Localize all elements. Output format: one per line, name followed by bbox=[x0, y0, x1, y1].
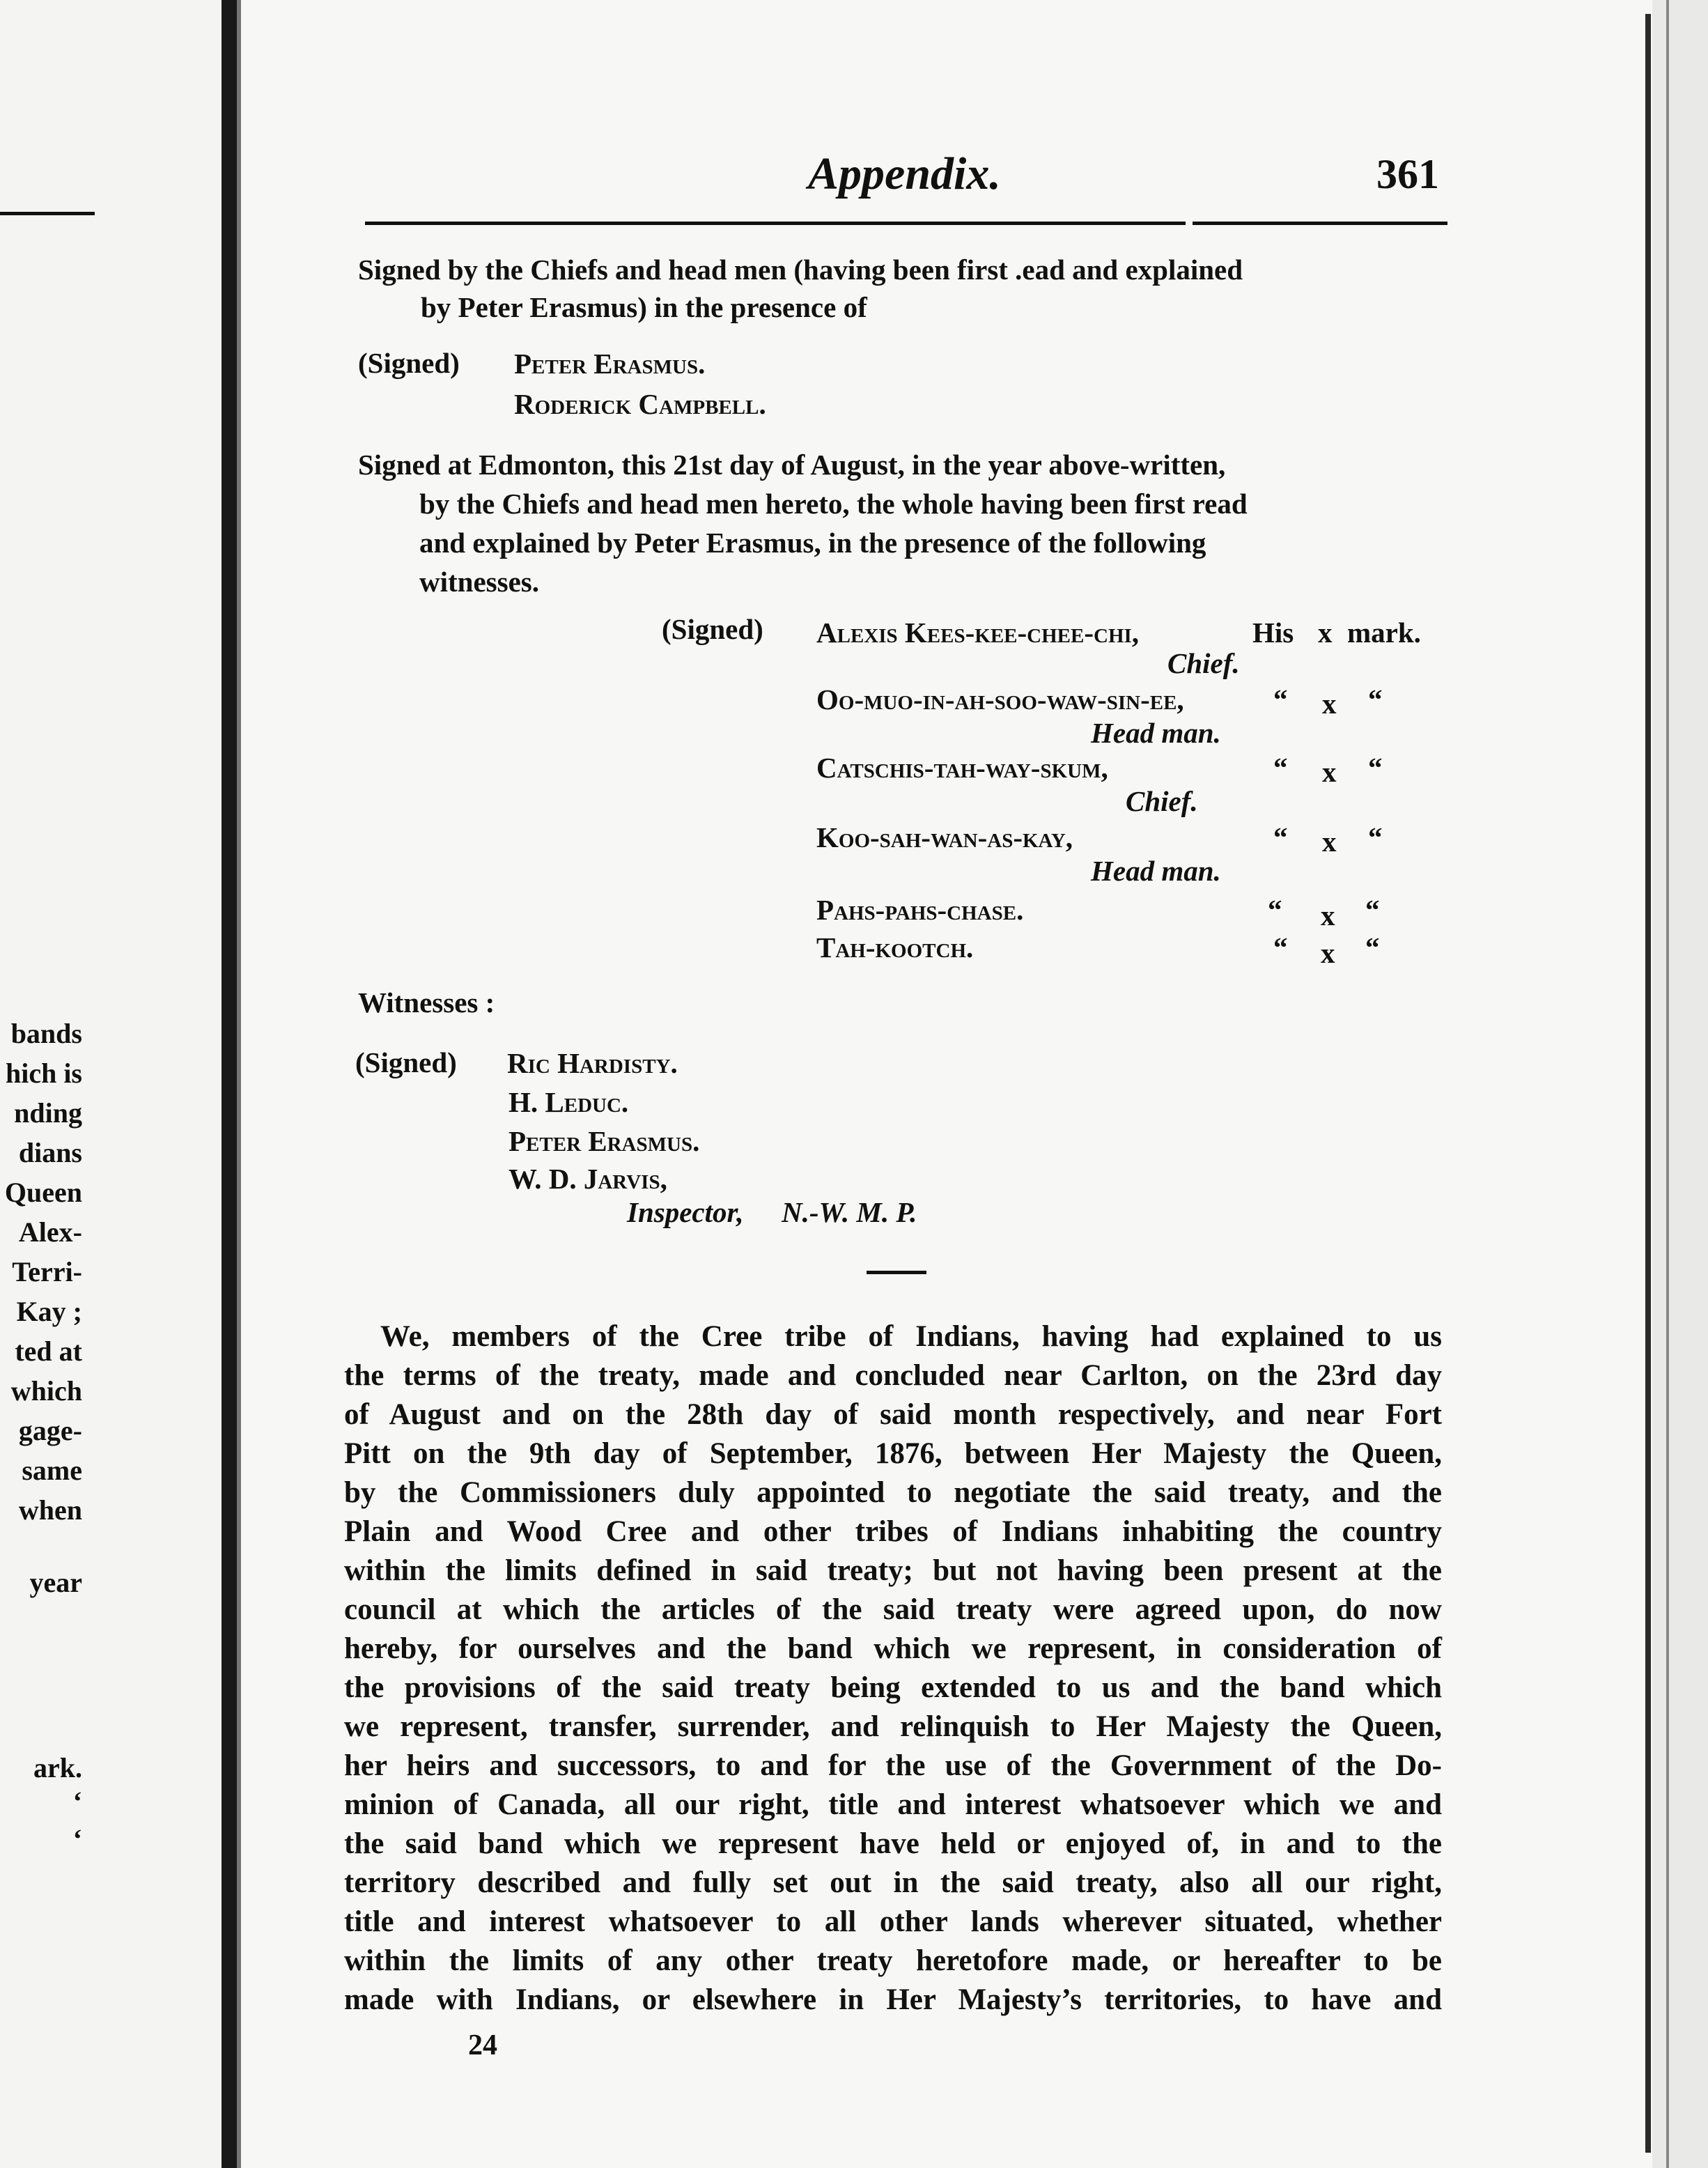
body-line: made with Indians, or elsewhere in Her Majesty’s territories, to have and bbox=[344, 1983, 1442, 2016]
book-gutter-shadow bbox=[237, 0, 241, 2168]
body-line: within the limits of any other treaty heretofore made, or hereafter to be bbox=[344, 1944, 1442, 1977]
witness-name: W. D. Jarvis, bbox=[508, 1163, 667, 1195]
left-page-edge bbox=[0, 0, 222, 2168]
block1-line: by Peter Erasmus) in the presence of bbox=[421, 291, 867, 323]
signatory-x: x bbox=[1322, 688, 1337, 720]
block2-line: by the Chiefs and head men hereto, the whole having been first read bbox=[419, 488, 1248, 520]
witness-name: Peter Erasmus. bbox=[514, 348, 706, 380]
left-fragment: nding bbox=[14, 1097, 82, 1129]
right-page-edge bbox=[1652, 0, 1708, 2168]
signatory-x: x bbox=[1321, 937, 1335, 969]
signatory-his: “ bbox=[1273, 683, 1288, 715]
running-head-title: Appendix. bbox=[808, 148, 1001, 199]
body-line: Plain and Wood Cree and other tribes of Indians inhabiting the country bbox=[344, 1515, 1442, 1548]
body-line: Pitt on the 9th day of September, 1876, between Her Majesty the Queen, bbox=[344, 1437, 1442, 1470]
signatory-mark: “ bbox=[1365, 931, 1380, 963]
signed-label: (Signed) bbox=[662, 613, 763, 645]
body-line: of August and on the 28th day of said month respectively, and near Fort bbox=[344, 1398, 1442, 1431]
signatory-role: Chief. bbox=[1167, 647, 1240, 679]
body-line: council at which the articles of the said treaty were agreed upon, do now bbox=[344, 1593, 1442, 1626]
left-fragment: dians bbox=[18, 1137, 82, 1168]
witness-name: Ric Hardisty. bbox=[507, 1047, 678, 1079]
left-fragment: bands bbox=[10, 1018, 82, 1049]
body-line: within the limits defined in said treaty; but not having been present at the bbox=[344, 1554, 1442, 1587]
header-rule bbox=[1193, 222, 1447, 225]
body-line: by the Commissioners duly appointed to negotiate the said treaty, and the bbox=[344, 1476, 1442, 1509]
signatory-x: x bbox=[1322, 826, 1337, 858]
signatory-x: x bbox=[1318, 617, 1333, 649]
signatory-role: Chief. bbox=[1126, 785, 1198, 817]
left-fragment: which bbox=[10, 1375, 82, 1407]
witnesses-heading: Witnesses : bbox=[358, 986, 495, 1019]
header-rule bbox=[365, 222, 1186, 225]
left-fragment: Terri- bbox=[12, 1256, 82, 1287]
signatory-name: Catschis-tah-way-skum, bbox=[816, 752, 1108, 784]
signatory-role: Head man. bbox=[1091, 717, 1221, 749]
signature-mark: 24 bbox=[468, 2029, 497, 2061]
signatory-mark: “ bbox=[1368, 752, 1383, 784]
body-line: minion of Canada, all our right, title and interest whatsoever which we and bbox=[344, 1788, 1442, 1821]
left-fragment: hich is bbox=[5, 1058, 82, 1089]
block2-line: witnesses. bbox=[419, 566, 539, 598]
signatory-name: Koo-sah-wan-as-kay, bbox=[816, 821, 1073, 853]
left-fragment: ark. bbox=[33, 1752, 82, 1783]
signatory-name: Pahs-pahs-chase. bbox=[816, 894, 1024, 926]
left-fragment: year bbox=[29, 1567, 82, 1598]
left-fragment: Kay ; bbox=[16, 1296, 82, 1327]
signatory-his: “ bbox=[1273, 752, 1288, 784]
body-line: the provisions of the said treaty being extended to us and the band which bbox=[344, 1671, 1442, 1704]
signatory-name: Oo-muo-in-ah-soo-waw-sin-ee, bbox=[816, 683, 1184, 715]
signatory-mark: “ bbox=[1365, 894, 1380, 926]
signatory-mark: “ bbox=[1368, 821, 1383, 853]
block1-line: Signed by the Chiefs and head men (having been first .ead and explained bbox=[358, 254, 1243, 286]
left-fragment: Queen bbox=[4, 1177, 82, 1208]
signatory-his: “ bbox=[1273, 821, 1288, 853]
left-fragment: ‘ bbox=[72, 1786, 82, 1817]
left-fragment: Alex- bbox=[18, 1216, 82, 1248]
body-line: hereby, for ourselves and the band which we represent, in consideration of bbox=[344, 1632, 1442, 1665]
witness-name: Peter Erasmus. bbox=[508, 1125, 700, 1157]
signatory-x: x bbox=[1322, 756, 1337, 788]
witness-name: H. Leduc. bbox=[508, 1086, 629, 1118]
signatory-mark: “ bbox=[1368, 683, 1383, 715]
signed-label: (Signed) bbox=[355, 1046, 457, 1078]
body-line: the said band which we represent have held or enjoyed of, in and to the bbox=[344, 1827, 1442, 1860]
witness-unit: N.-W. M. P. bbox=[782, 1196, 917, 1228]
signatory-x: x bbox=[1321, 899, 1335, 931]
body-line: title and interest whatsoever to all other lands wherever situated, whether bbox=[344, 1905, 1442, 1938]
signatory-name: Tah-kootch. bbox=[816, 931, 974, 963]
page-number: 361 bbox=[1376, 151, 1439, 197]
left-fragment: same bbox=[22, 1455, 82, 1486]
body-line: her heirs and successors, to and for the use of the Government of the Do- bbox=[344, 1749, 1442, 1782]
right-edge-line bbox=[1645, 14, 1651, 2153]
block2-line: and explained by Peter Erasmus, in the presence of the following bbox=[419, 527, 1206, 559]
left-fragment: gage- bbox=[18, 1415, 82, 1446]
left-page-rule bbox=[0, 212, 95, 215]
signed-label: (Signed) bbox=[358, 347, 460, 379]
witness-title: Inspector, bbox=[627, 1196, 744, 1228]
body-line: we represent, transfer, surrender, and relinquish to Her Majesty the Queen, bbox=[344, 1710, 1442, 1743]
signatory-his: “ bbox=[1273, 931, 1288, 963]
block2-line: Signed at Edmonton, this 21st day of August, in the year above-written, bbox=[358, 449, 1226, 481]
body-line: the terms of the treaty, made and concluded near Carlton, on the 23rd day bbox=[344, 1359, 1442, 1392]
body-line: territory described and fully set out in the said treaty, also all our right, bbox=[344, 1866, 1442, 1899]
signatory-mark: mark. bbox=[1347, 617, 1421, 649]
signatory-his: His bbox=[1252, 617, 1294, 649]
body-line: We, members of the Cree tribe of Indians, having had explained to us bbox=[380, 1320, 1442, 1353]
section-divider bbox=[867, 1271, 926, 1274]
witness-name: Roderick Campbell. bbox=[514, 388, 766, 420]
signatory-his: “ bbox=[1268, 894, 1282, 926]
signatory-role: Head man. bbox=[1091, 855, 1221, 887]
book-gutter bbox=[222, 0, 237, 2168]
left-fragment: ‘ bbox=[72, 1823, 82, 1855]
signatory-name: Alexis Kees-kee-chee-chi, bbox=[816, 617, 1140, 649]
left-fragment: when bbox=[18, 1494, 82, 1526]
left-fragment: ted at bbox=[15, 1335, 82, 1367]
right-edge-line bbox=[1666, 0, 1669, 2168]
